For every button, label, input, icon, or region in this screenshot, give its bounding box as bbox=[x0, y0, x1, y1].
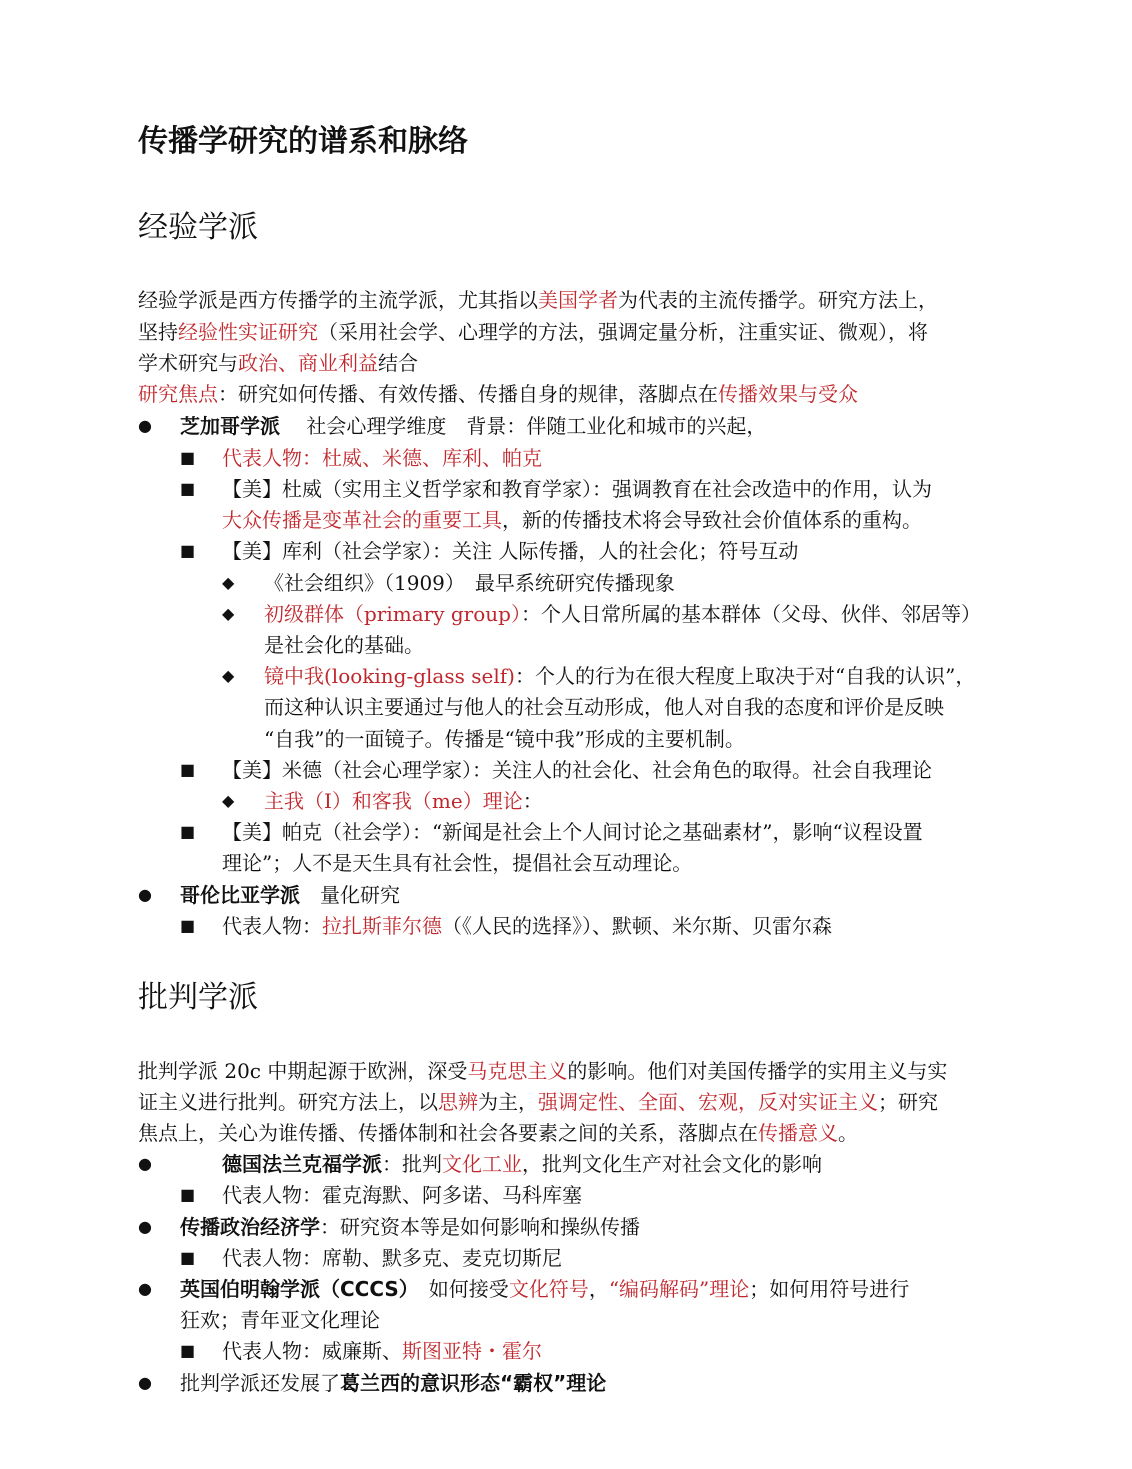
list-item: 【美】杜威（实用主义哲学家和教育学家）：强调教育在社会改造中的作用，认为 bbox=[222, 477, 932, 501]
list-item: 芝加哥学派 社会心理学维度 背景：伴随工业化和城市的兴起， bbox=[180, 414, 767, 438]
bullet-diamond-icon: ◆ bbox=[222, 791, 235, 810]
list-item-continued: 理论”；人不是天生具有社会性，提倡社会互动理论。 bbox=[222, 851, 693, 875]
list-item: 哥伦比亚学派 量化研究 bbox=[180, 883, 400, 907]
bullet-square-icon: ■ bbox=[180, 1341, 196, 1360]
list-item: 传播政治经济学：研究资本等是如何影响和操纵传播 bbox=[180, 1215, 640, 1239]
list-item: 初级群体（primary group）：个人日常所属的基本群体（父母、伙伴、邻居等） bbox=[264, 602, 981, 626]
list-item: 德国法兰克福学派：批判文化工业，批判文化生产对社会文化的影响 bbox=[222, 1152, 822, 1176]
list-item: 代表人物：席勒、默多克、麦克切斯尼 bbox=[222, 1246, 562, 1270]
list-item: 【美】米德（社会心理学家）：关注人的社会化、社会角色的取得。社会自我理论 bbox=[222, 758, 932, 782]
list-item: 【美】帕克（社会学）：“新闻是社会上个人间讨论之基础素材”，影响“议程设置 bbox=[222, 820, 923, 844]
list-item-continued: “自我”的一面镜子。传播是“镜中我”形成的主要机制。 bbox=[264, 727, 745, 751]
bullet-square-icon: ■ bbox=[180, 1185, 196, 1204]
list-item: 代表人物：拉扎斯菲尔德（《人民的选择》）、默顿、米尔斯、贝雷尔森 bbox=[222, 914, 832, 938]
bullet-dot-icon: ● bbox=[138, 1373, 152, 1392]
bullet-square-icon: ■ bbox=[180, 448, 196, 467]
paragraph-line: 经验学派是西方传播学的主流学派，尤其指以美国学者为代表的主流传播学。研究方法上， bbox=[138, 288, 938, 312]
bullet-square-icon: ■ bbox=[180, 1248, 196, 1267]
bullet-dot-icon: ● bbox=[138, 1279, 152, 1298]
paragraph-line: 研究焦点：研究如何传播、有效传播、传播自身的规律，落脚点在传播效果与受众 bbox=[138, 382, 858, 406]
list-item: 镜中我(looking-glass self)：个人的行为在很大程度上取决于对“自我的认识”， bbox=[264, 664, 976, 688]
bullet-diamond-icon: ◆ bbox=[222, 604, 235, 623]
bullet-dot-icon: ● bbox=[138, 1217, 152, 1236]
list-item-continued: 而这种认识主要通过与他人的社会互动形成，他人对自我的态度和评价是反映 bbox=[264, 695, 944, 719]
bullet-dot-icon: ● bbox=[138, 416, 152, 435]
bullet-square-icon: ■ bbox=[180, 760, 196, 779]
section-heading-critical: 批判学派 bbox=[138, 980, 258, 1015]
list-item: 主我（I）和客我（me）理论： bbox=[264, 789, 543, 813]
section-heading-empirical: 经验学派 bbox=[138, 210, 258, 245]
bullet-square-icon: ■ bbox=[180, 479, 196, 498]
bullet-diamond-icon: ◆ bbox=[222, 573, 235, 592]
paragraph-line: 焦点上，关心为谁传播、传播体制和社会各要素之间的关系，落脚点在传播意义。 bbox=[138, 1121, 858, 1145]
list-item: 代表人物：杜威、米德、库利、帕克 bbox=[222, 446, 542, 470]
list-item: 批判学派还发展了葛兰西的意识形态“霸权”理论 bbox=[180, 1371, 607, 1395]
bullet-square-icon: ■ bbox=[180, 541, 196, 560]
bullet-diamond-icon: ◆ bbox=[222, 666, 235, 685]
list-item: 【美】库利（社会学家）：关注 人际传播，人的社会化；符号互动 bbox=[222, 539, 799, 563]
page-title: 传播学研究的谱系和脉络 bbox=[138, 124, 468, 159]
paragraph-line: 坚持经验性实证研究（采用社会学、心理学的方法，强调定量分析，注重实证、微观），将 bbox=[138, 320, 928, 344]
paragraph-line: 学术研究与政治、商业利益结合 bbox=[138, 351, 418, 375]
list-item: 英国伯明翰学派（CCCS） 如何接受文化符号，“编码解码”理论；如何用符号进行 bbox=[180, 1277, 910, 1301]
bullet-dot-icon: ● bbox=[138, 1154, 152, 1173]
paragraph-line: 批判学派 20c 中期起源于欧洲，深受马克思主义的影响。他们对美国传播学的实用主义与实 bbox=[138, 1059, 948, 1083]
list-item-continued: 大众传播是变革社会的重要工具，新的传播技术将会导致社会价值体系的重构。 bbox=[222, 508, 922, 532]
list-item: 代表人物：霍克海默、阿多诺、马科库塞 bbox=[222, 1183, 582, 1207]
bullet-square-icon: ■ bbox=[180, 916, 196, 935]
list-item-continued: 是社会化的基础。 bbox=[264, 633, 424, 657]
bullet-square-icon: ■ bbox=[180, 822, 196, 841]
bullet-dot-icon: ● bbox=[138, 885, 152, 904]
paragraph-line: 证主义进行批判。研究方法上，以思辨为主，强调定性、全面、宏观，反对实证主义；研究 bbox=[138, 1090, 938, 1114]
list-item-continued: 狂欢；青年亚文化理论 bbox=[180, 1308, 380, 1332]
list-item: 《社会组织》（1909） 最早系统研究传播现象 bbox=[264, 571, 675, 595]
list-item: 代表人物：威廉斯、斯图亚特・霍尔 bbox=[222, 1339, 542, 1363]
